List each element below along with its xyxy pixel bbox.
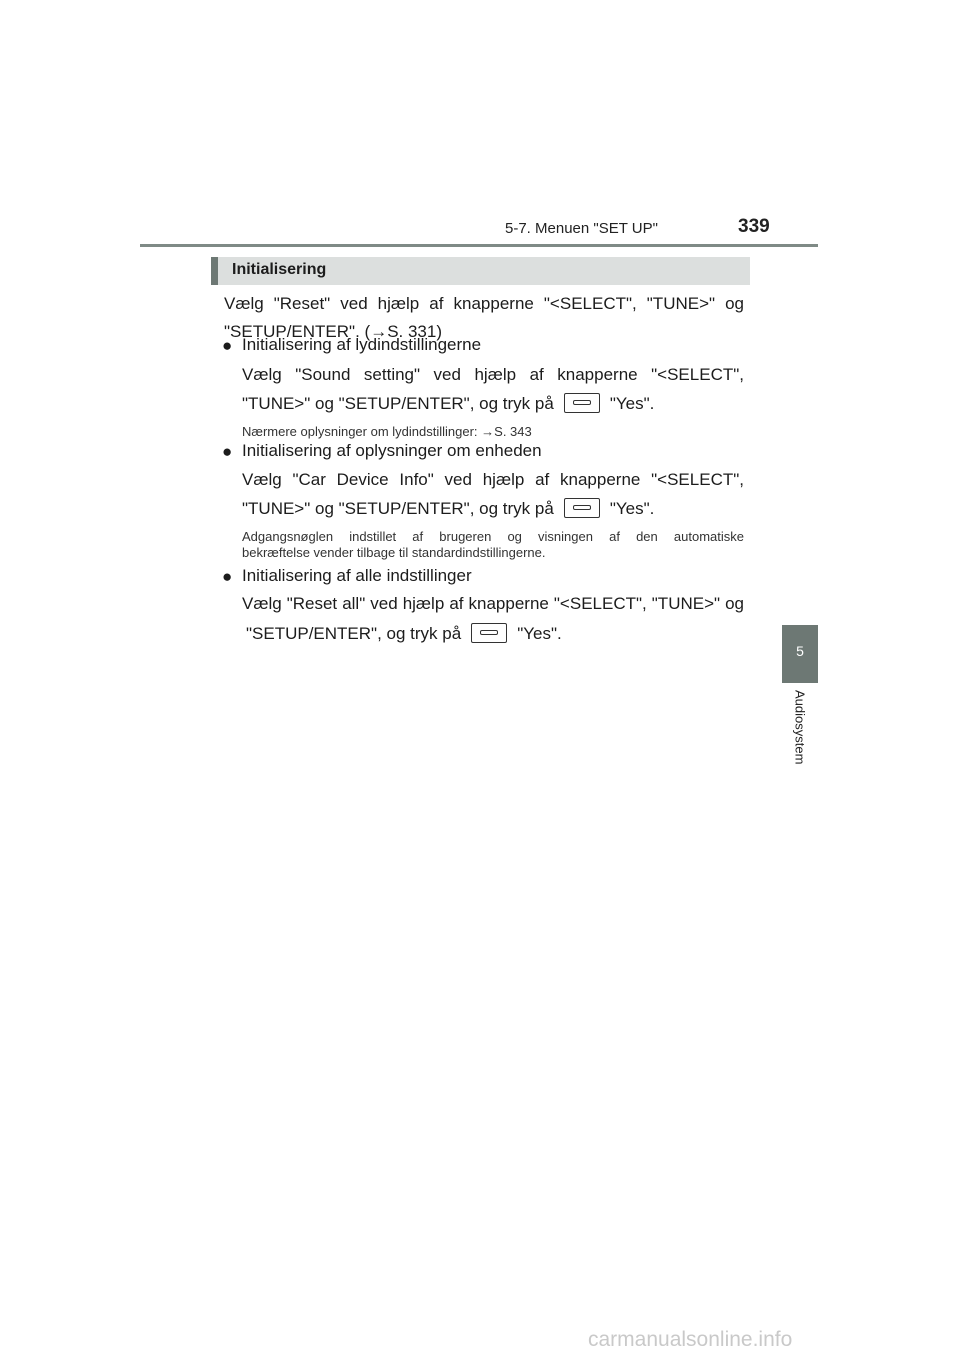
item-2-line-2 xyxy=(242,495,654,523)
item-3-line-2 xyxy=(246,620,562,648)
enter-button-icon xyxy=(564,498,600,518)
item-2-line-1: Vælg "Car Device Info" ved hjælp af knapperne "<SELECT", xyxy=(242,470,744,489)
page-number: 339 xyxy=(738,216,770,237)
item-2-line-2-before: "TUNE>" og "SETUP/ENTER", og tryk på xyxy=(242,499,554,518)
item-3-line-2-after: "Yes". xyxy=(517,624,562,643)
item-2-title: Initialisering af oplysninger om enheden xyxy=(242,441,542,460)
enter-button-icon xyxy=(564,393,600,413)
bullet-icon: ● xyxy=(222,567,233,586)
item-1-line-1: Vælg "Sound setting" ved hjælp af knapperne "<SELECT", xyxy=(242,365,744,384)
bullet-icon: ● xyxy=(222,336,233,355)
item-3-line-1: Vælg "Reset all" ved hjælp af knapperne "<SELECT", "TUNE>" og xyxy=(242,594,744,613)
item-3-title: Initialisering af alle indstillinger xyxy=(242,566,472,585)
chapter-tab-number: 5 xyxy=(796,643,804,659)
item-1-line-2 xyxy=(242,390,654,418)
item-1-note: Nærmere oplysninger om lydindstillinger: →S. 343 xyxy=(242,424,532,439)
item-3-line-2-before: "SETUP/ENTER", og tryk på xyxy=(246,624,462,643)
section-heading: Initialisering xyxy=(232,261,327,278)
item-1-line-2-after: "Yes". xyxy=(609,394,655,413)
item-2-note-line-2: bekræftelse vender tilbage til standardindstillingerne. xyxy=(242,545,546,560)
enter-button-icon xyxy=(471,623,507,643)
chapter-label-text: Audiosystem xyxy=(792,690,808,765)
item-2-note-line-1: Adgangsnøglen indstillet af brugeren og visningen af den automatiske xyxy=(242,529,744,544)
watermark-text: carmanualsonline.info xyxy=(588,1328,793,1351)
chapter-label xyxy=(782,690,818,780)
item-2-line-2-after: "Yes". xyxy=(609,499,655,518)
intro-line-2: "SETUP/ENTER". (→S. 331) xyxy=(224,322,443,341)
intro-line-1: Vælg "Reset" ved hjælp af knapperne "<SELECT", "TUNE>" og xyxy=(224,294,744,313)
item-1-title: Initialisering af lydindstillingerne xyxy=(242,335,482,354)
section-heading-bar xyxy=(211,257,750,285)
header-rule xyxy=(140,244,818,247)
header-section-title: 5-7. Menuen "SET UP" xyxy=(505,220,658,237)
chapter-tab xyxy=(782,625,818,683)
bullet-icon: ● xyxy=(222,442,233,461)
item-1-line-2-before: "TUNE>" og "SETUP/ENTER", og tryk på xyxy=(242,394,554,413)
